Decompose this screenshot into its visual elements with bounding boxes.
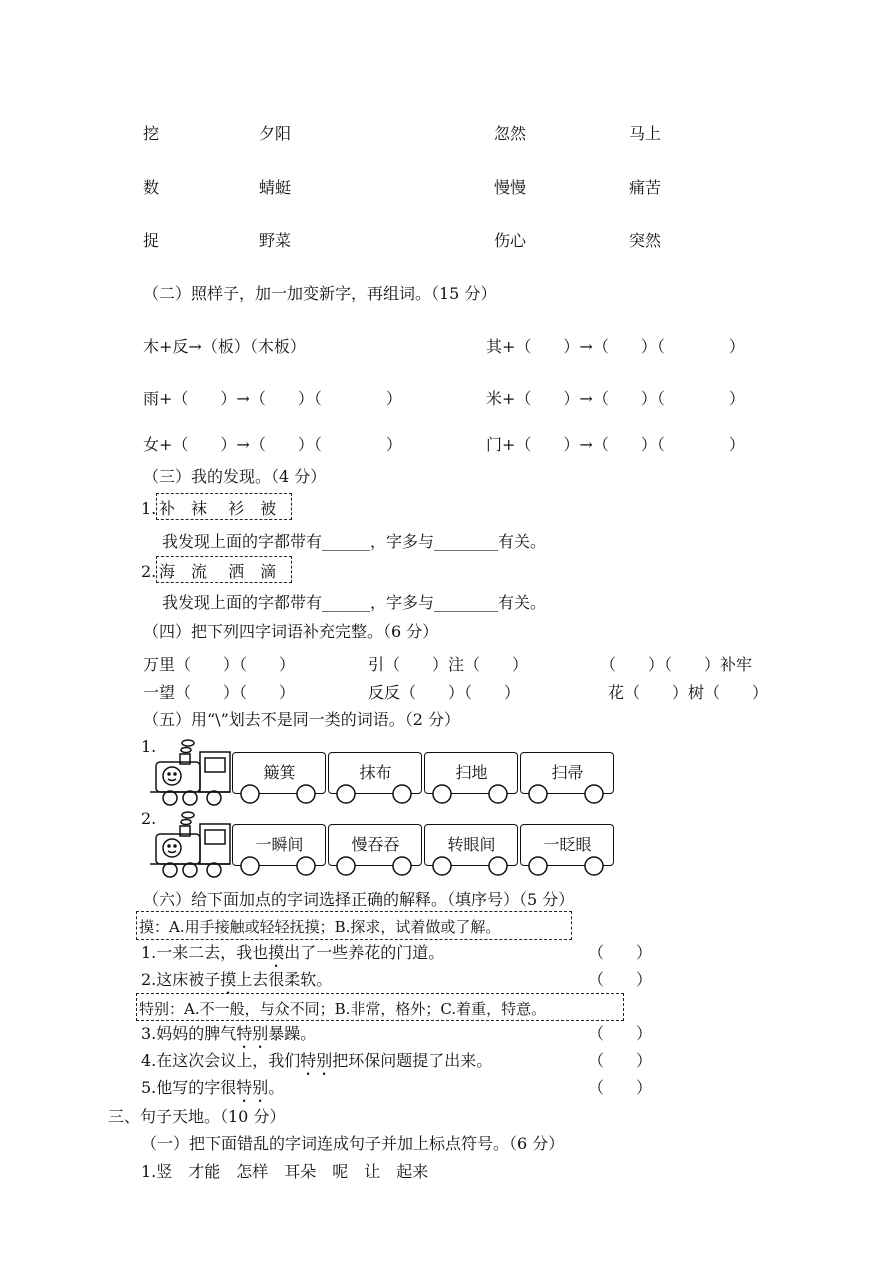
match-word: 野菜: [259, 231, 292, 250]
discovery-sentence: 我发现上面的字都带有______，字多与________有关。: [162, 532, 547, 551]
match-word: 痛苦: [629, 178, 662, 197]
char-group: 补 袜 衫 被: [159, 499, 277, 518]
idiom-item: 一望（ ）（ ）: [143, 683, 296, 702]
train-illustration: [150, 810, 620, 880]
section-title: （三）我的发现。（4 分）: [143, 467, 327, 486]
add-char-item: 门+（ ）→（ ）（ ）: [486, 435, 745, 454]
car-word: 一瞬间: [255, 835, 304, 854]
train-illustration: [150, 738, 620, 808]
example-item: 木+反→（板）（木板）: [143, 337, 306, 356]
match-word: 挖: [143, 124, 160, 143]
group-number: 2.: [141, 562, 157, 581]
car-word: 扫地: [455, 763, 488, 782]
car-word: 簸箕: [263, 763, 296, 782]
car-word: 一眨眼: [543, 835, 592, 854]
train-number: 2.: [141, 809, 157, 828]
car-word: 抹布: [359, 763, 392, 782]
answer-blank: （ ）: [588, 1078, 653, 1097]
car-word: 转眼间: [447, 835, 496, 854]
train-number: 1.: [141, 737, 157, 756]
part-title: 三、句子天地。（10 分）: [108, 1107, 286, 1126]
definition-text: 摸：A.用手接触或轻轻抚摸；B.探求，试着做或了解。: [139, 918, 501, 936]
match-word: 马上: [629, 124, 662, 143]
add-char-item: 其+（ ）→（ ）（ ）: [486, 337, 745, 356]
match-word: 慢慢: [494, 178, 527, 197]
dotted-word: 特别: [236, 1078, 269, 1097]
match-word: 蜻蜓: [259, 178, 292, 197]
answer-blank: （ ）: [588, 1024, 653, 1043]
section-title: （六）给下面加点的字词选择正确的解释。（填序号）（5 分）: [143, 890, 575, 909]
dotted-word: 摸: [268, 943, 285, 962]
idiom-item: 万里（ ）（ ）: [143, 655, 296, 674]
train-wheels: [150, 810, 620, 880]
dotted-word: 摸: [220, 970, 237, 989]
section-title: （四）把下列四字词语补充完整。（6 分）: [143, 622, 439, 641]
answer-blank: （ ）: [588, 970, 653, 989]
char-group: 海 流 洒 滴: [159, 562, 277, 581]
train-wheels: [150, 738, 620, 808]
question-text: 2.这床被子摸上去很柔软。: [141, 970, 333, 989]
match-word: 忽然: [494, 124, 527, 143]
section-title: （五）用“\”划去不是同一类的词语。（2 分）: [143, 710, 461, 729]
car-word: 扫帚: [551, 763, 584, 782]
section-title: （一）把下面错乱的字词连成句子并加上标点符号。（6 分）: [141, 1134, 565, 1153]
add-char-item: 女+（ ）→（ ）（ ）: [143, 435, 402, 454]
idiom-item: （ ）（ ）补牢: [600, 655, 753, 674]
dotted-word: 特别: [300, 1051, 333, 1070]
idiom-item: 反反（ ）（ ）: [368, 683, 521, 702]
car-word: 慢吞吞: [351, 835, 400, 854]
match-word: 伤心: [494, 231, 527, 250]
discovery-sentence: 我发现上面的字都带有______，字多与________有关。: [162, 593, 547, 612]
match-word: 捉: [143, 231, 160, 250]
idiom-item: 引（ ）注（ ）: [368, 655, 529, 674]
question-text: 5.他写的字很特别。: [141, 1078, 285, 1097]
question-text: 1.一来二去，我也摸出了一些养花的门道。: [141, 943, 445, 962]
answer-blank: （ ）: [588, 943, 653, 962]
add-char-item: 米+（ ）→（ ）（ ）: [486, 389, 745, 408]
question-text: 3.妈妈的脾气特别暴躁。: [141, 1024, 317, 1043]
match-word: 突然: [629, 231, 662, 250]
definition-text: 特别：A.不一般，与众不同；B.非常，格外；C.着重，特意。: [139, 1000, 547, 1018]
match-word: 夕阳: [259, 124, 292, 143]
answer-blank: （ ）: [588, 1051, 653, 1070]
dotted-word: 特别: [236, 1024, 269, 1043]
section-title: （二）照样子，加一加变新字，再组词。（15 分）: [143, 284, 497, 303]
add-char-item: 雨+（ ）→（ ）（ ）: [143, 389, 402, 408]
group-number: 1.: [141, 499, 157, 518]
match-word: 数: [143, 178, 160, 197]
question-text: 4.在这次会议上，我们特别把环保问题提了出来。: [141, 1051, 493, 1070]
idiom-item: 花（ ）树（ ）: [608, 683, 769, 702]
question-text: 1.竖 才能 怎样 耳朵 呢 让 起来: [141, 1162, 429, 1181]
